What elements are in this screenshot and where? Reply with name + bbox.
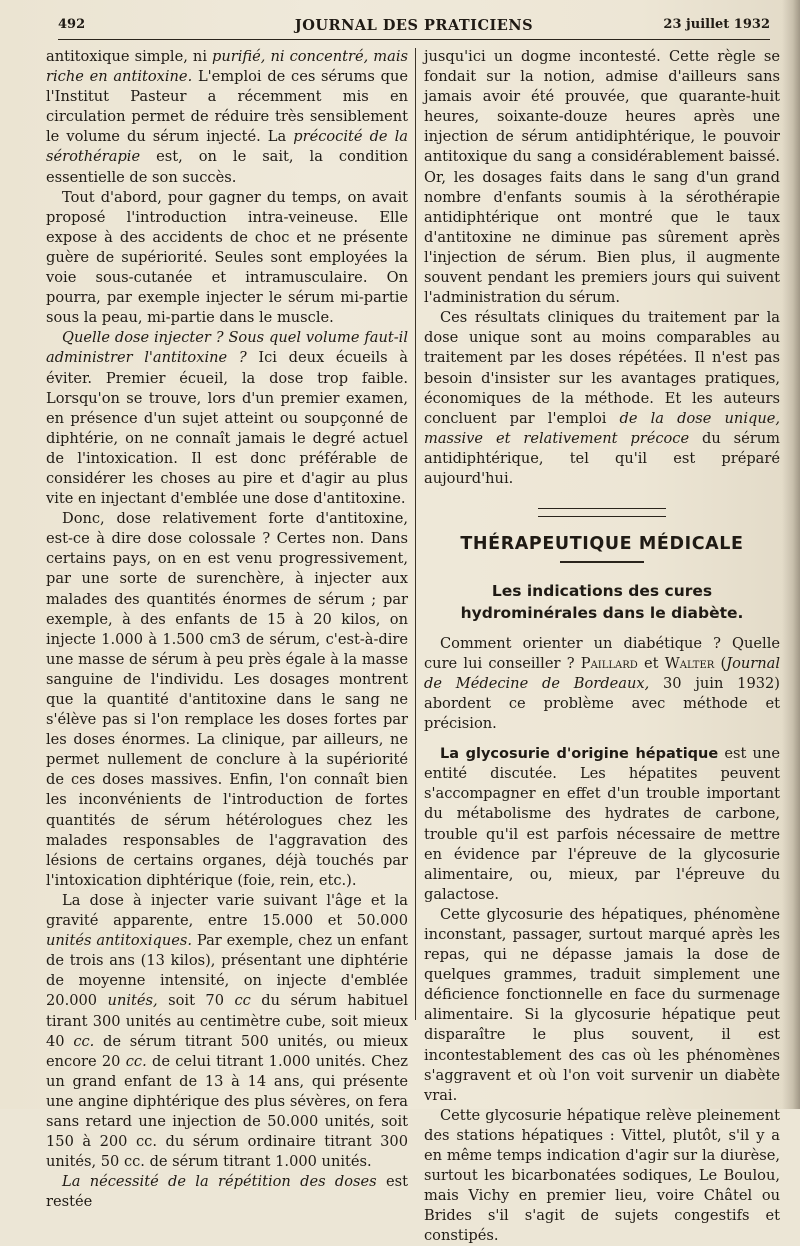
subhead-lead: La glycosurie d'origine hépatique [440,746,719,763]
text-run: soit 70 [157,992,235,1010]
paragraph: Cette glycosurie hépatique relève pleinement des stations hépatiques : Vittel, plutôt, s'il y a en même temps indication d'agir sur la diurèse, surtout les bicarbonatées sodiques, Le Boulou, mais Vichy en premier lieu, voire Châtel ou Brides s'il s'agit de sujets congestifs et constipés. [424,1106,780,1245]
article-title-line: Les indications des cures [491,581,713,600]
page-header [58,17,770,40]
paragraph: Tout d'abord, pour gagner du temps, on avait proposé l'introduction intra-veineuse. Elle expose à des accidents de choc et ne présente guère de supériorité. Seules sont employées la voie sous-cutanée et intramusculaire. On pourra, par exemple injecter le sérum mi-partie sous la peau, mi-partie dans le muscle. [46,188,408,327]
text-run: Ici deux écueils à éviter. Premier écueil, la dose trop faible. Lorsqu'on se trouve, lors d'un premier examen, en présence d'un sujet atteint ou soupçonné de diphtérie, on ne connaît jamais le degré actuel de l'intoxication. Il est donc préférable de considérer les choses au pire et d'agir au plus vite en injectant d'emblée une dose d'antitoxine. [46,349,408,508]
page-spine-shadow [782,0,800,1109]
section-separator [538,508,666,517]
paragraph [46,328,408,509]
paragraph [46,47,408,188]
italic-text: cc [234,992,251,1010]
italic-text: de la dose unique, massive et relativement précoce [424,409,780,447]
text-run: du sérum habituel tirant 300 unités au centimètre cube, soit mieux 40 [46,992,409,1050]
italic-text: unités, [107,992,158,1010]
italic-text: purifié, ni concentré, mais riche en antitoxine. [46,48,408,86]
paragraph [424,634,780,734]
paragraph [46,1172,408,1212]
text-run: du sérum antidiphtérique, tel qu'il est préparé aujourd'hui. [424,429,781,487]
italic-text: unités antitoxiques. [46,932,193,950]
column-divider [415,48,416,1020]
text-run: Ces résultats cliniques du traitement par la dose unique sont au moins comparables au traitement par les doses répétées. Il n'est pas besoin d'insister sur les avantages pratiques, économiques de la méthode. Et les auteurs concluent par l'emploi [424,309,780,427]
italic-text: Quelle dose injecter ? Sous quel volume faut-il administrer l'antitoxine ? [46,329,408,367]
text-run: L'emploi de ces sérums que l'Institut Pasteur a récemment mis en circulation permet de réduire très sensiblement le volume du sérum injecté. La [46,68,408,146]
journal-title: JOURNAL DES PRATICIENS [294,17,534,34]
text-run: de sérum titrant 500 unités, ou mieux encore 20 [46,1032,408,1070]
text-run: La dose à injecter varie suivant l'âge et la gravité apparente, entre 15.000 et 50.000 [46,891,408,930]
paragraph [424,744,780,905]
paragraph: jusqu'ici un dogme incontesté. Cette règle se fondait sur la notion, admise d'ailleurs sans jamais avoir été prouvée, que quarante-huit heures, soixante-douze heures après une injection de sérum antidiphtérique, le pouvoir antitoxique du sang a considérablement baissé. Or, les dosages faits dans le sang d'un grand nombre d'enfants soumis à la sérothérapie antidiphtérique ont montré que le taux d'antitoxine ne diminue pas sûrement après l'injection de sérum. Bien plus, il augmente souvent pendant les premiers jours qui suivent l'administration du sérum. [424,48,780,307]
author-name: Paillard [580,654,638,672]
author-name: Walter [664,654,715,672]
section-title: THÉRAPEUTIQUE MÉDICALE [460,534,744,555]
italic-text: cc. [73,1032,95,1050]
text-run: ( [714,654,727,672]
paragraph [46,891,408,1172]
italic-text: précocité de la sérothérapie [46,128,408,166]
text-run: est restée [46,1173,408,1211]
text-run: Comment orienter un diabétique ? Quelle cure lui conseiller ? [424,634,780,672]
italic-text: Journal de Médecine de Bordeaux, [424,654,780,692]
text-run: antitoxique simple, ni [46,48,213,65]
text-run: de celui titrant 1.000 unités. Chez un grand enfant de 13 à 14 ans, qui présente une angine diphtérique des plus sévères, on fera sans retard une injection de 50.000 unités, soit 150 à 200 cc. du sérum ordinaire titrant 300 unités, 50 cc. de sérum titrant 1.000 unités. [46,1052,408,1171]
section-underline [560,561,644,563]
italic-text: cc. [125,1052,147,1070]
text-run: Par exemple, chez un enfant de trois ans (13 kilos), présentant une diphtérie de moyenne intensité, on injecte d'emblée 20.000 [46,932,409,1010]
page-number: 492 [58,17,86,32]
article-title [424,580,780,624]
italic-text: La nécessité de la répétition des doses [62,1173,377,1191]
paragraph: Donc, dose relativement forte d'antitoxine, est-ce à dire dose colossale ? Certes non. Dans certains pays, on en est venu progressivement, par une sorte de surenchère, à injecter aux malades des quantités énormes de sérum ; par exemple, à des enfants de 15 à 20 kilos, on injecte 1.000 à 1.500 cm3 de sérum, c'est-à-dire une masse de sérum à peu près égale à la masse sanguine de l'individu. Les dosages montrent que la quantité d'antitoxine dans le sang ne s'élève pas si l'on remplace les doses fortes par les doses énormes. La clinique, par ailleurs, ne permet nullement de conclure à la supériorité de ces doses massives. Enfin, l'on connaît bien les inconvénients de l'introduction de fortes quantités de sérum hétérologues chez les malades responsables de l'aggravation des lésions de certains organes, déjà touchés par l'intoxication diphtérique (foie, rein, etc.). [46,510,408,889]
left-column [46,47,408,1212]
text-run: et [637,654,665,672]
right-column [424,47,780,1246]
issue-date: 23 juillet 1932 [663,17,770,32]
article-title-line: hydrominérales dans le diabète. [460,603,744,622]
text-run: 30 juin 1932) abordent ce problème avec méthode et précision. [424,674,780,733]
paragraph [424,308,780,489]
paragraph: Cette glycosurie des hépatiques, phénomène inconstant, passager, surtout marqué après les repas, qui ne dépasse jamais la dose de quelques grammes, traduit simplement une déficience fonctionnelle en face du surmenage alimentaire. Si la glycosurie hépatique peut disparaître le plus souvent, il est incontestablement des cas où les phénomènes s'aggravent et où l'on voit survenir un diabète vrai. [424,905,780,1104]
text-run: est, on le sait, la condition essentielle de son succès. [46,148,408,186]
paragraph-text: est une entité discutée. Les hépatites peuvent s'accompagner en effet d'un trouble important du métabolisme des hydrates de carbone, trouble qu'il est parfois nécessaire de mettre en évidence par l'épreuve de la glycosurie alimentaire, ou, mieux, par l'épreuve du galactose. [424,745,780,903]
